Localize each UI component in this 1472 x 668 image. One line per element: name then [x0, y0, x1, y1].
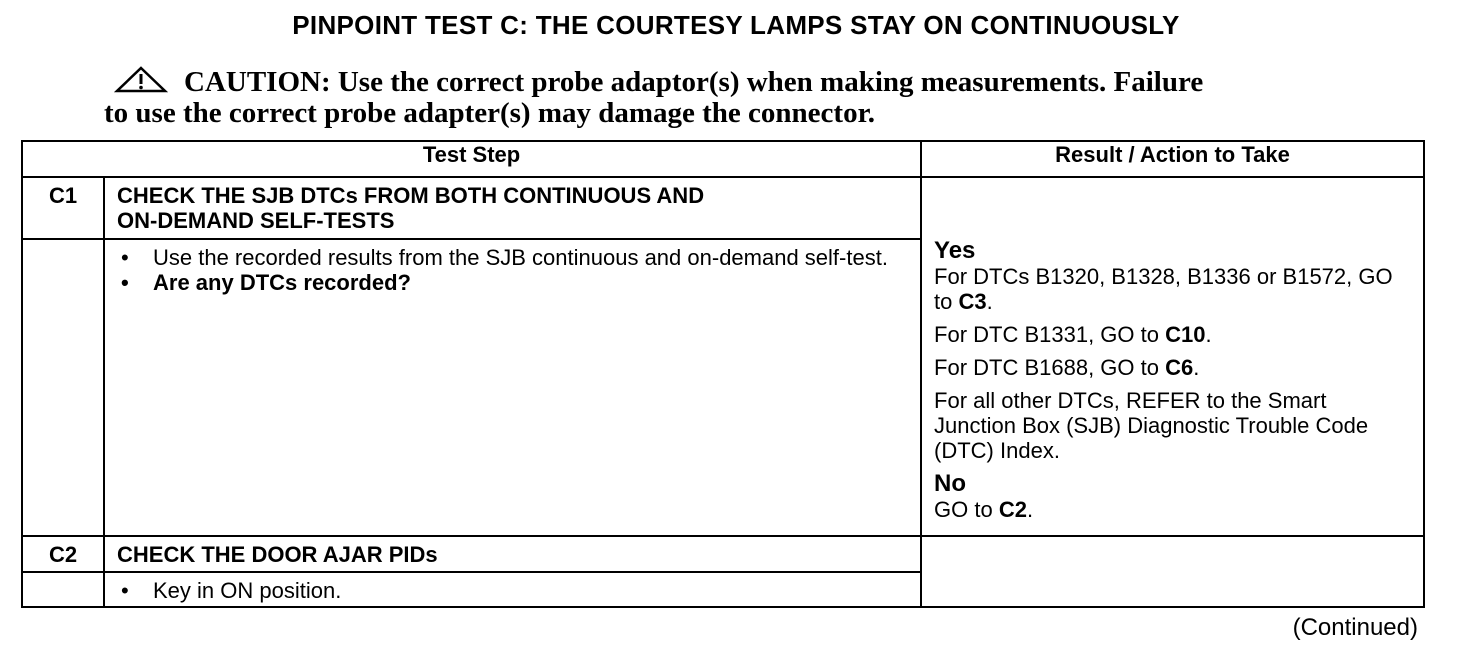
- no-action: GO to C2.: [934, 497, 1034, 522]
- step-body-c1: [104, 239, 921, 536]
- caution-line-2: to use the correct probe adapter(s) may damage the connector.: [104, 97, 876, 129]
- continued-note: (Continued): [1292, 614, 1418, 641]
- step-id-spacer: [22, 239, 104, 536]
- caution-line-1: CAUTION: Use the correct probe adaptor(s) when making measurements. Failure: [184, 66, 1204, 98]
- result-c1: [921, 177, 1424, 536]
- yes-action-3: For DTC B1688, GO to C6.: [934, 355, 1200, 380]
- step-ref-c10[interactable]: C10: [1165, 322, 1206, 347]
- step-c1-bullet-1: • Use the recorded results from the SJB continuous and on-demand self-test.: [115, 245, 910, 270]
- header-result: Result / Action to Take: [921, 141, 1424, 177]
- warning-triangle-icon: [114, 66, 168, 94]
- step-heading-c1: [104, 177, 921, 239]
- step-id-spacer-2: [22, 572, 104, 607]
- step-id-c1: C1: [22, 177, 104, 239]
- page-title: PINPOINT TEST C: THE COURTESY LAMPS STAY ON CONTINUOUSLY: [292, 10, 1180, 40]
- result-c2: [921, 536, 1424, 607]
- step-c1-question: • Are any DTCs recorded?: [115, 270, 910, 295]
- step-id-c2: C2: [22, 536, 104, 572]
- no-label: No: [934, 470, 967, 497]
- header-test-step: Test Step: [22, 141, 921, 177]
- step-heading-c2: CHECK THE DOOR AJAR PIDs: [104, 536, 921, 572]
- yes-action-2: For DTC B1331, GO to C10.: [934, 322, 1212, 347]
- step-body-c2: [104, 572, 921, 607]
- step-heading-c1-line1: CHECK THE SJB DTCs FROM BOTH CONTINUOUS AND: [117, 183, 705, 208]
- caution-note: [104, 66, 1324, 129]
- step-ref-c2[interactable]: C2: [998, 497, 1027, 522]
- step-c2-bullet-1: • Key in ON position.: [115, 578, 910, 603]
- test-step-table: [21, 140, 1425, 608]
- yes-label: Yes: [934, 237, 976, 264]
- yes-action-1: For DTCs B1320, B1328, B1336 or B1572, GO to C3.: [934, 264, 1393, 314]
- step-heading-c1-line2: ON-DEMAND SELF-TESTS: [117, 208, 395, 233]
- yes-action-4: For all other DTCs, REFER to the Smart Junction Box (SJB) Diagnostic Trouble Code (DTC) Index.: [934, 388, 1369, 463]
- step-ref-c6[interactable]: C6: [1165, 355, 1194, 380]
- step-ref-c3[interactable]: C3: [958, 289, 987, 314]
